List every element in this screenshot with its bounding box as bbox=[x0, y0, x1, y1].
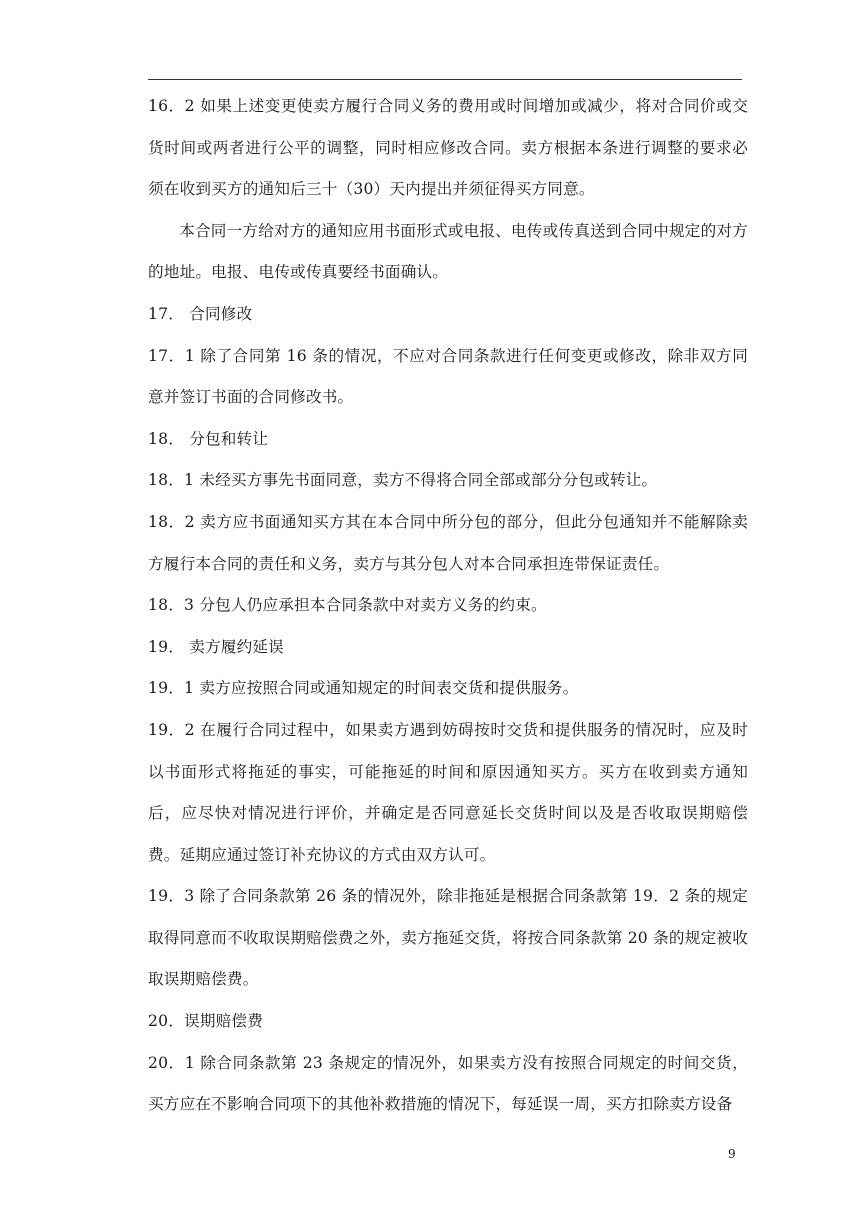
paragraph-20-1: 20．1 除合同条款第 23 条规定的情况外，如果卖方没有按照合同规定的时间交货，买方应在不影响合同项下的其他补救措施的情况下，每延误一周，买方扣除卖方设备 bbox=[148, 1053, 748, 1114]
paragraph-18-2: 18．2 卖方应书面通知买方其在本合同中所分包的部分，但此分包通知并不能解除卖方履行本合同的责任和义务，卖方与其分包人对本合同承担连带保证责任。 bbox=[148, 512, 748, 573]
heading-20: 20．误期赔偿费 bbox=[148, 1012, 264, 1031]
heading-19: 19． 卖方履约延误 bbox=[148, 637, 284, 656]
paragraph-18-1: 18．1 未经买方事先书面同意，卖方不得将合同全部或部分分包或转让。 bbox=[148, 471, 658, 490]
heading-17: 17． 合同修改 bbox=[148, 304, 253, 323]
heading-18: 18． 分包和转让 bbox=[148, 429, 269, 448]
paragraph-19-1: 19．1 卖方应按照合同或通知规定的时间表交货和提供服务。 bbox=[148, 679, 579, 698]
paragraph-18-3: 18．3 分包人仍应承担本合同条款中对卖方义务的约束。 bbox=[148, 596, 547, 615]
header-rule bbox=[148, 79, 742, 80]
paragraph-17-1: 17．1 除了合同第 16 条的情况，不应对合同条款进行任何变更或修改，除非双方同意并签订书面的合同修改书。 bbox=[148, 346, 748, 407]
paragraph-16-2: 16．2 如果上述变更使卖方履行合同义务的费用或时间增加或减少，将对合同价或交货时间或两者进行公平的调整，同时相应修改合同。卖方根据本条进行调整的要求必须在收到买方的通知后三十（30）天内提出并须征得买方同意。 bbox=[148, 97, 748, 199]
paragraph-notice: 本合同一方给对方的通知应用书面形式或电报、电传或传真送到合同中规定的对方的地址。电报、电传或传真要经书面确认。 bbox=[148, 221, 748, 282]
paragraph-19-3: 19．3 除了合同条款第 26 条的情况外，除非拖延是根据合同条款第 19．2 条的规定取得同意而不收取误期赔偿费之外，卖方拖延交货，将按合同条款第 20 条的规定被收取误期赔偿费。 bbox=[148, 887, 748, 989]
body-text bbox=[148, 86, 748, 1126]
page-number: 9 bbox=[728, 1147, 736, 1161]
paragraph-19-2: 19．2 在履行合同过程中，如果卖方遇到妨碍按时交货和提供服务的情况时，应及时以书面形式将拖延的事实，可能拖延的时间和原因通知买方。买方在收到卖方通知后，应尽快对情况进行评价，并确定是否同意延长交货时间以及是否收取误期赔偿费。延期应通过签订补充协议的方式由双方认可。 bbox=[148, 720, 748, 864]
